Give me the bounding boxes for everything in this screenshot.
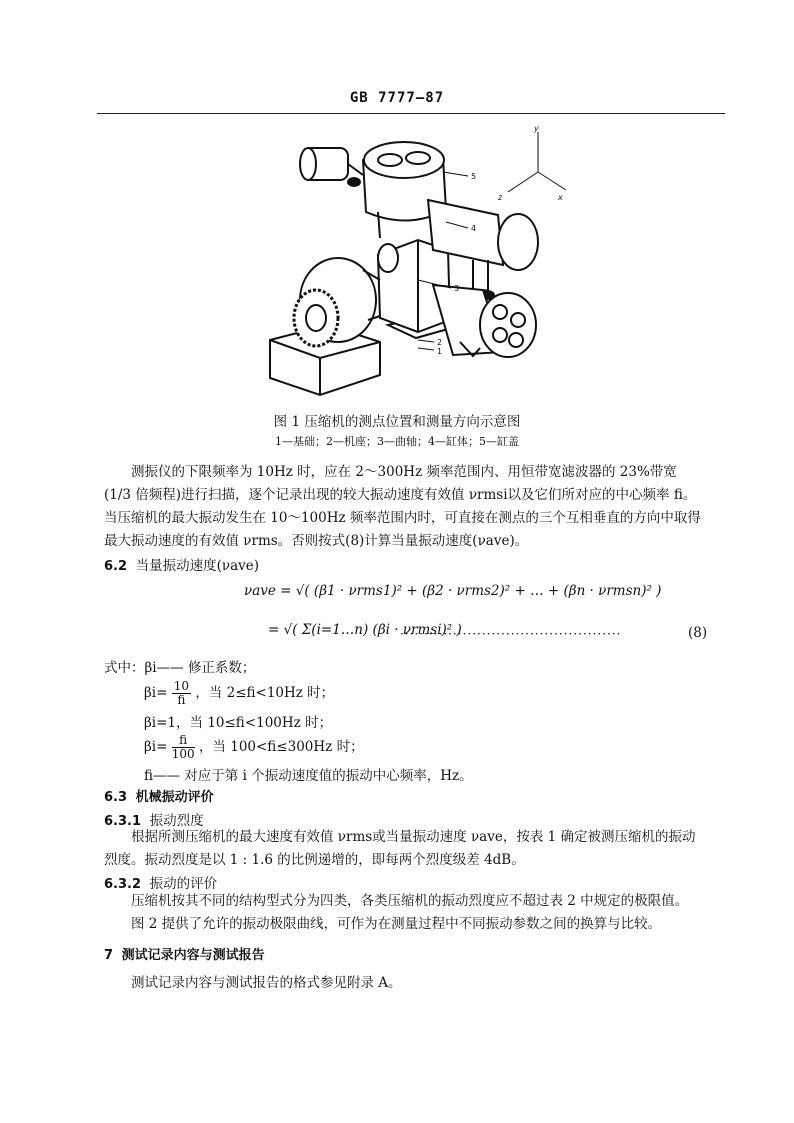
axis-y-label: y bbox=[534, 124, 539, 133]
paragraph-vibration-intensity: 根据所测压缩机的最大速度有效值 νrms或当量振动速度 νave，按表 1 确定被测压缩机的振动烈度。振动烈度是以 1 : 1.6 的比例递增的，即每两个烈度级差 4dB。 bbox=[104, 829, 696, 868]
figure-caption: 图 1 压缩机的测点位置和测量方向示意图 bbox=[273, 414, 521, 430]
fraction-fi-over-100: $\frac{fi}{100}$ bbox=[171, 733, 195, 761]
section-7-heading: 7 测试记录内容与测试报告 bbox=[104, 948, 265, 963]
section-number: 6.2 bbox=[104, 559, 128, 574]
equation-line-1: νave = √( (β1 · νrms1)² + (β2 · νrms2)² + … + (βn · νrmsn)² ) bbox=[244, 583, 662, 599]
section-6-3-1-heading: 6.3.1 振动烈度 bbox=[104, 813, 204, 829]
section-6-2-heading bbox=[104, 554, 259, 574]
paragraph-limit-curves: 图 2 提供了允许的振动极限曲线，可作为在测量过程中不同振动参数之间的换算与比较。 bbox=[131, 916, 662, 932]
fraction-10-over-fi: $\frac{10}{fi}$ bbox=[173, 679, 190, 707]
axis-z-label: z bbox=[498, 193, 503, 202]
paragraph-test-report: 测试记录内容与测试报告的格式参见附录 A。 bbox=[131, 975, 402, 991]
callout-5: 5 bbox=[471, 172, 477, 181]
where-line: 式中：βi—— 修正系数； bbox=[104, 660, 256, 676]
callout-1: 1 bbox=[437, 347, 443, 356]
beta-case-1: βi= $\frac{10}{fi}$ ，当 2≤fi<10Hz 时； bbox=[144, 679, 335, 707]
section-title: 当量振动速度(νave) bbox=[135, 558, 260, 574]
page-header: GB 7777—87 bbox=[349, 90, 445, 106]
axis-x-label: x bbox=[558, 193, 563, 202]
equation-line-2: = √( Σ(i=1…n) (βi · νrmsi)² ) bbox=[268, 622, 462, 638]
equation-number: (8) bbox=[688, 625, 708, 641]
paragraph-measurement: 测振仪的下限频率为 10Hz 时，应在 2～300Hz 频率范围内、用恒带宽滤波器的 23%带宽(1/3 倍频程)进行扫描，逐个记录出现的较大振动速度有效值 νrmsi以及它们所对应的中心频率 fi。当压缩机的最大振动发生在 10～100Hz 频率范围内时，可直接在测点的三个互相垂直的方向中取得最大振动速度的有效值 νrms。否则按式(8)计算当量振动速度(νave)。 bbox=[104, 464, 701, 549]
section-6-3-2-heading: 6.3.2 振动的评价 bbox=[104, 876, 218, 892]
figure-legend: 1—基础；2—机座；3—曲轴；4—缸体；5—缸盖 bbox=[275, 435, 519, 448]
compressor-figure bbox=[268, 120, 568, 400]
section-6-3-heading: 6.3 机械振动评价 bbox=[104, 790, 214, 805]
beta-case-3: βi= $\frac{fi}{100}$ ，当 100<fi≤300Hz 时； bbox=[144, 733, 364, 761]
callout-3: 3 bbox=[454, 284, 460, 293]
callout-4: 4 bbox=[471, 224, 477, 233]
equation-leader-dots: ·············································· bbox=[400, 627, 622, 641]
paragraph-classification: 压缩机按其不同的结构型式分为四类，各类压缩机的振动烈度应不超过表 2 中规定的极限值。 bbox=[131, 893, 689, 909]
fi-definition: fi—— 对应于第 i 个振动速度值的振动中心频率，Hz。 bbox=[144, 768, 473, 784]
header-rule bbox=[97, 113, 725, 114]
callout-2: 2 bbox=[437, 338, 443, 347]
beta-case-2: βi=1，当 10≤fi<100Hz 时； bbox=[144, 715, 333, 731]
